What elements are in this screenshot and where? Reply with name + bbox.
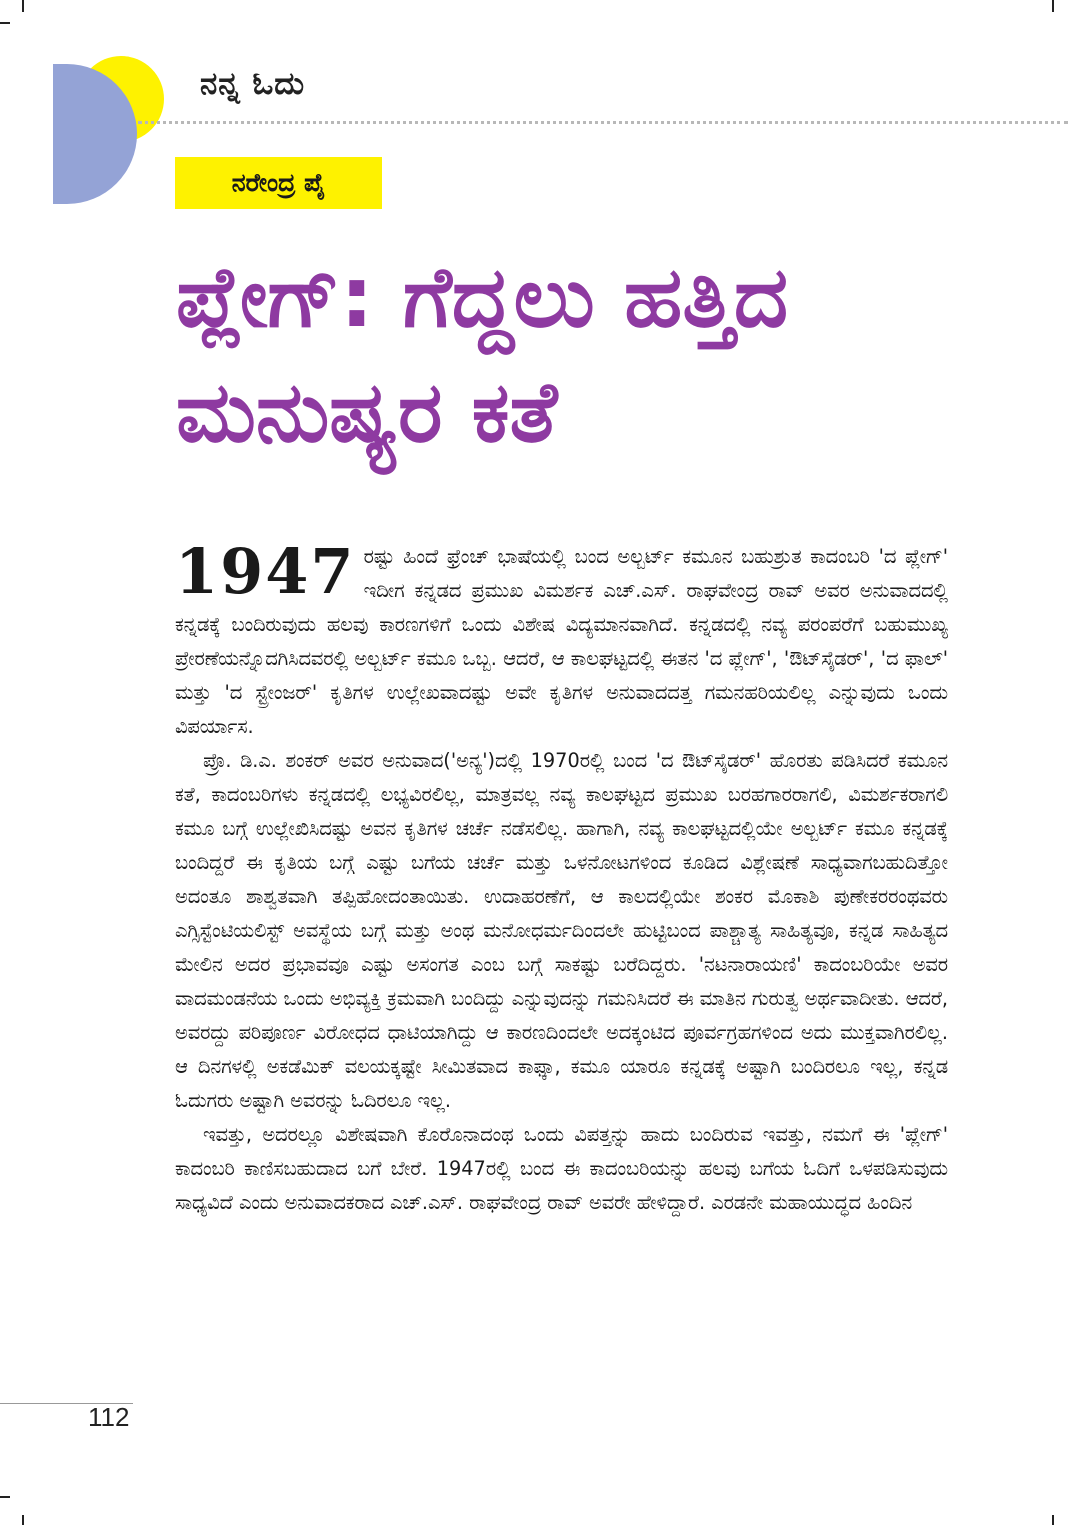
author-name: ನರೇಂದ್ರ ಪೈ [231, 168, 326, 197]
page-number: 112 [88, 1402, 130, 1432]
paragraph-1-text: ರಷ್ಟು ಹಿಂದೆ ಫ್ರೆಂಚ್ ಭಾಷೆಯಲ್ಲಿ ಬಂದ ಅಲ್ಬರ್ಟ್ ಕಮೂನ ಬಹುಶ್ರುತ ಕಾದಂಬರಿ 'ದ ಪ್ಲೇಗ್' ಇದೀಗ ಕನ್ನಡದ ಪ್ರಮುಖ ವಿಮರ್ಶಕ ಎಚ್.ಎಸ್. ರಾಘವೇಂದ್ರ ರಾವ್ ಅವರ ಅನುವಾದದಲ್ಲಿ ಕನ್ನಡಕ್ಕೆ ಬಂದಿರುವುದು ಹಲವು ಕಾರಣಗಳಿಗೆ ಒಂದು ವಿಶೇಷ ವಿದ್ಯಮಾನವಾಗಿದೆ. ಕನ್ನಡದಲ್ಲಿ ನವ್ಯ ಪರಂಪರೆಗೆ ಬಹುಮುಖ್ಯ ಪ್ರೇರಣೆಯನ್ನೊದಗಿಸಿದವರಲ್ಲಿ ಅಲ್ಬರ್ಟ್ ಕಮೂ ಒಬ್ಬ. ಆದರೆ, ಆ ಕಾಲಘಟ್ಟದಲ್ಲಿ ಈತನ 'ದ ಪ್ಲೇಗ್', 'ಔಟ್‌ಸೈಡರ್', 'ದ ಫಾಲ್' ಮತ್ತು 'ದ ಸ್ಟ್ರೇಂಜರ್' ಕೃತಿಗಳ ಉಲ್ಲೇಖವಾದಷ್ಟು ಅವೇ ಕೃತಿಗಳ ಅನುವಾದದತ್ತ ಗಮನಹರಿಯಲಿಲ್ಲ ಎನ್ನುವುದು ಒಂದು ವಿಪರ್ಯಾಸ. [175, 545, 948, 738]
paragraph-2: ಪ್ರೊ. ಡಿ.ಎ. ಶಂಕರ್ ಅವರ ಅನುವಾದ('ಅನ್ಯ')ದಲ್ಲಿ 1970ರಲ್ಲಿ ಬಂದ 'ದ ಔಟ್‌ಸೈಡರ್' ಹೊರತು ಪಡಿಸಿದರೆ ಕಮೂನ ಕತೆ, ಕಾದಂಬರಿಗಳು ಕನ್ನಡದಲ್ಲಿ ಲಭ್ಯವಿರಲಿಲ್ಲ, ಮಾತ್ರವಲ್ಲ ನವ್ಯ ಕಾಲಘಟ್ಟದ ಪ್ರಮುಖ ಬರಹಗಾರರಾಗಲಿ, ವಿಮರ್ಶಕರಾಗಲಿ ಕಮೂ ಬಗ್ಗೆ ಉಲ್ಲೇಖಿಸಿದಷ್ಟು ಅವನ ಕೃತಿಗಳ ಚರ್ಚೆ ನಡೆಸಲಿಲ್ಲ. ಹಾಗಾಗಿ, ನವ್ಯ ಕಾಲಘಟ್ಟದಲ್ಲಿಯೇ ಅಲ್ಬರ್ಟ್ ಕಮೂ ಕನ್ನಡಕ್ಕೆ ಬಂದಿದ್ದರೆ ಈ ಕೃತಿಯ ಬಗ್ಗೆ ಎಷ್ಟು ಬಗೆಯ ಚರ್ಚೆ ಮತ್ತು ಒಳನೋಟಗಳಿಂದ ಕೂಡಿದ ವಿಶ್ಲೇಷಣೆ ಸಾಧ್ಯವಾಗಬಹುದಿತ್ತೋ ಅದಂತೂ ಶಾಶ್ವತವಾಗಿ ತಪ್ಪಿಹೋದಂತಾಯಿತು. ಉದಾಹರಣೆಗೆ, ಆ ಕಾಲದಲ್ಲಿಯೇ ಶಂಕರ ಮೊಕಾಶಿ ಪುಣೇಕರರಂಥವರು ಎಗ್ಸಿಸ್ಟೆಂಟಿಯಲಿಸ್ಟ್ ಅವಸ್ಥೆಯ ಬಗ್ಗೆ ಮತ್ತು ಅಂಥ ಮನೋಧರ್ಮದಿಂದಲೇ ಹುಟ್ಟಿಬಂದ ಪಾಶ್ಚಾತ್ಯ ಸಾಹಿತ್ಯವೂ, ಕನ್ನಡ ಸಾಹಿತ್ಯದ ಮೇಲಿನ ಅದರ ಪ್ರಭಾವವೂ ಎಷ್ಟು ಅಸಂಗತ ಎಂಬ ಬಗ್ಗೆ ಸಾಕಷ್ಟು ಬರೆದಿದ್ದರು. 'ನಟನಾರಾಯಣಿ' ಕಾದಂಬರಿಯೇ ಅವರ ವಾದಮಂಡನೆಯ ಒಂದು ಅಭಿವ್ಯಕ್ತಿ ಕ್ರಮವಾಗಿ ಬಂದಿದ್ದು ಎನ್ನುವುದನ್ನು ಗಮನಿಸಿದರೆ ಈ ಮಾತಿನ ಗುರುತ್ವ ಅರ್ಥವಾದೀತು. ಆದರೆ, ಅವರದ್ದು ಪರಿಪೂರ್ಣ ವಿರೋಧದ ಧಾಟಿಯಾಗಿದ್ದು ಆ ಕಾರಣದಿಂದಲೇ ಅದಕ್ಕಂಟಿದ ಪೂರ್ವಗ್ರಹಗಳಿಂದ ಅದು ಮುಕ್ತವಾಗಿರಲಿಲ್ಲ. ಆ ದಿನಗಳಲ್ಲಿ ಅಕಡೆಮಿಕ್ ವಲಯಕ್ಕಷ್ಟೇ ಸೀಮಿತವಾದ ಕಾಫ್ಕಾ, ಕಮೂ ಯಾರೂ ಕನ್ನಡಕ್ಕೆ ಅಷ್ಟಾಗಿ ಬಂದಿರಲೂ ಇಲ್ಲ, ಕನ್ನಡ ಓದುಗರು ಅಷ್ಟಾಗಿ ಅವರನ್ನು ಓದಿರಲೂ ಇಲ್ಲ. [175, 749, 948, 1112]
section-title: ನನ್ನ ಓದು [200, 66, 306, 102]
article-title [176, 240, 1056, 470]
drop-cap-year: 1947 [175, 535, 356, 608]
crop-mark [0, 1496, 10, 1498]
crop-mark [22, 1515, 24, 1525]
author-badge [175, 157, 382, 209]
crop-mark [1052, 1515, 1054, 1525]
paragraph-3: ಇವತ್ತು, ಅದರಲ್ಲೂ ವಿಶೇಷವಾಗಿ ಕೊರೊನಾದಂಥ ಒಂದು ವಿಪತ್ತನ್ನು ಹಾದು ಬಂದಿರುವ ಇವತ್ತು, ನಮಗೆ ಈ 'ಪ್ಲೇಗ್' ಕಾದಂಬರಿ ಕಾಣಿಸಬಹುದಾದ ಬಗೆ ಬೇರೆ. 1947ರಲ್ಲಿ ಬಂದ ಈ ಕಾದಂಬರಿಯನ್ನು ಹಲವು ಬಗೆಯ ಓದಿಗೆ ಒಳಪಡಿಸುವುದು ಸಾಧ್ಯವಿದೆ ಎಂದು ಅನುವಾದಕರಾದ ಎಚ್.ಎಸ್. ರಾಘವೇಂದ್ರ ರಾವ್ ಅವರೇ ಹೇಳಿದ್ದಾರೆ. ಎರಡನೇ ಮಹಾಯುದ್ಧದ ಹಿಂದಿನ [175, 1123, 948, 1214]
paragraph-1 [175, 535, 948, 744]
article-body [175, 535, 948, 1220]
article-title-line-2: ಮನುಷ್ಯರ ಕತೆ [176, 363, 558, 461]
crop-mark [22, 0, 24, 12]
article-title-line-1: ಪ್ಲೇಗ್: ಗೆದ್ದಲು ಹತ್ತಿದ [176, 248, 789, 346]
crop-mark [0, 22, 10, 24]
dotted-divider [138, 121, 1068, 124]
crop-mark [1052, 0, 1054, 12]
